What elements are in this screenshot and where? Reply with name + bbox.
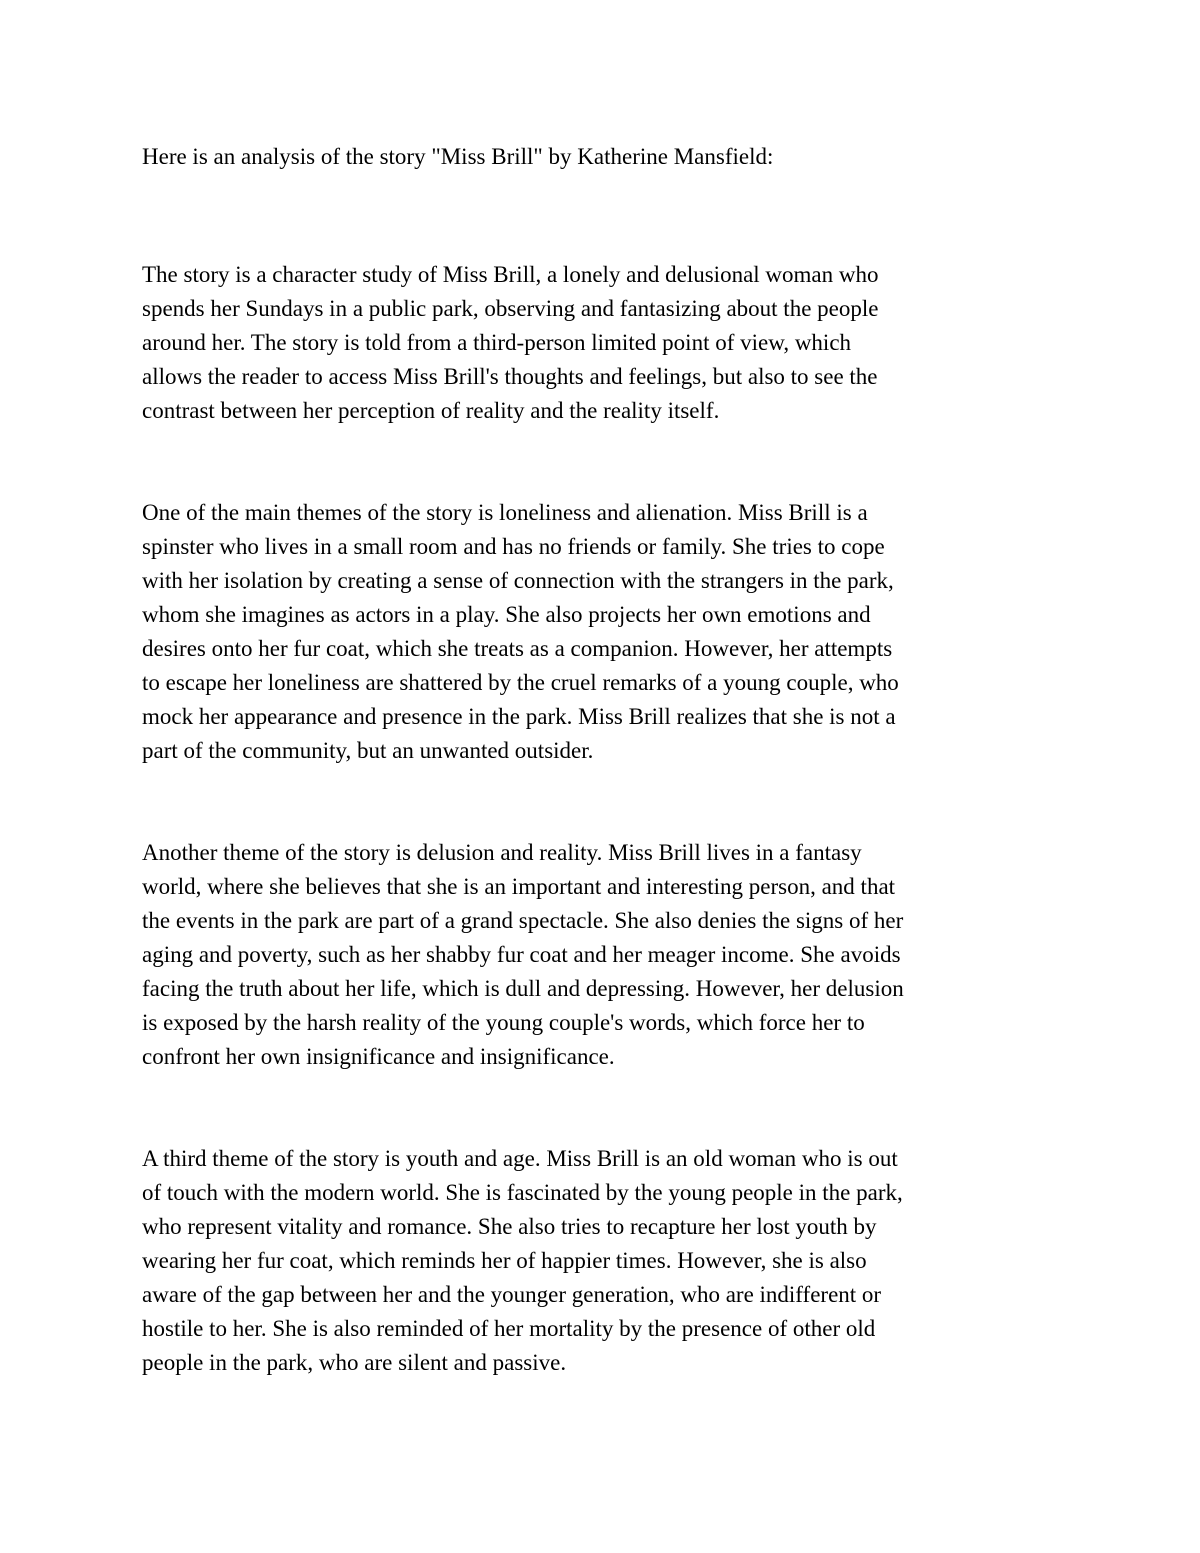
text-line: with her isolation by creating a sense of connection with the strangers in the park, bbox=[142, 568, 894, 593]
intro-line bbox=[142, 140, 1062, 174]
text-line: Here is an analysis of the story "Miss Brill" by Katherine Mansfield: bbox=[142, 144, 774, 169]
text-line: of touch with the modern world. She is fascinated by the young people in the park, bbox=[142, 1180, 903, 1205]
text-line: confront her own insignificance and insignificance. bbox=[142, 1044, 615, 1069]
text-line: spends her Sundays in a public park, observing and fantasizing about the people bbox=[142, 296, 879, 321]
text-line: aging and poverty, such as her shabby fur coat and her meager income. She avoids bbox=[142, 942, 901, 967]
paragraph-2 bbox=[142, 496, 1062, 768]
paragraph-spacer bbox=[142, 1074, 1062, 1142]
paragraph-1 bbox=[142, 258, 1062, 428]
document-body bbox=[142, 140, 1062, 1380]
text-line: hostile to her. She is also reminded of her mortality by the presence of other old bbox=[142, 1316, 876, 1341]
text-line: A third theme of the story is youth and age. Miss Brill is an old woman who is out bbox=[142, 1146, 898, 1171]
text-line: Another theme of the story is delusion and reality. Miss Brill lives in a fantasy bbox=[142, 840, 862, 865]
text-line: is exposed by the harsh reality of the young couple's words, which force her to bbox=[142, 1010, 865, 1035]
text-line: mock her appearance and presence in the park. Miss Brill realizes that she is not a bbox=[142, 704, 896, 729]
paragraph-3 bbox=[142, 836, 1062, 1074]
text-line: the events in the park are part of a grand spectacle. She also denies the signs of her bbox=[142, 908, 904, 933]
text-line: world, where she believes that she is an important and interesting person, and that bbox=[142, 874, 896, 899]
text-line: whom she imagines as actors in a play. She also projects her own emotions and bbox=[142, 602, 871, 627]
text-line: One of the main themes of the story is loneliness and alienation. Miss Brill is a bbox=[142, 500, 868, 525]
text-line: contrast between her perception of reality and the reality itself. bbox=[142, 398, 720, 423]
paragraph-4 bbox=[142, 1142, 1062, 1380]
paragraph-spacer bbox=[142, 174, 1062, 258]
text-line: wearing her fur coat, which reminds her of happier times. However, she is also bbox=[142, 1248, 867, 1273]
text-line: around her. The story is told from a third-person limited point of view, which bbox=[142, 330, 852, 355]
text-line: The story is a character study of Miss Brill, a lonely and delusional woman who bbox=[142, 262, 879, 287]
text-line: desires onto her fur coat, which she treats as a companion. However, her attempts bbox=[142, 636, 893, 661]
paragraph-spacer bbox=[142, 428, 1062, 496]
text-line: facing the truth about her life, which is dull and depressing. However, her delusion bbox=[142, 976, 904, 1001]
paragraph-spacer bbox=[142, 768, 1062, 836]
text-line: spinster who lives in a small room and has no friends or family. She tries to cope bbox=[142, 534, 885, 559]
text-line: part of the community, but an unwanted outsider. bbox=[142, 738, 594, 763]
text-line: who represent vitality and romance. She also tries to recapture her lost youth by bbox=[142, 1214, 877, 1239]
text-line: to escape her loneliness are shattered by the cruel remarks of a young couple, who bbox=[142, 670, 899, 695]
text-line: people in the park, who are silent and passive. bbox=[142, 1350, 567, 1375]
text-line: aware of the gap between her and the younger generation, who are indifferent or bbox=[142, 1282, 882, 1307]
text-line: allows the reader to access Miss Brill's thoughts and feelings, but also to see the bbox=[142, 364, 878, 389]
